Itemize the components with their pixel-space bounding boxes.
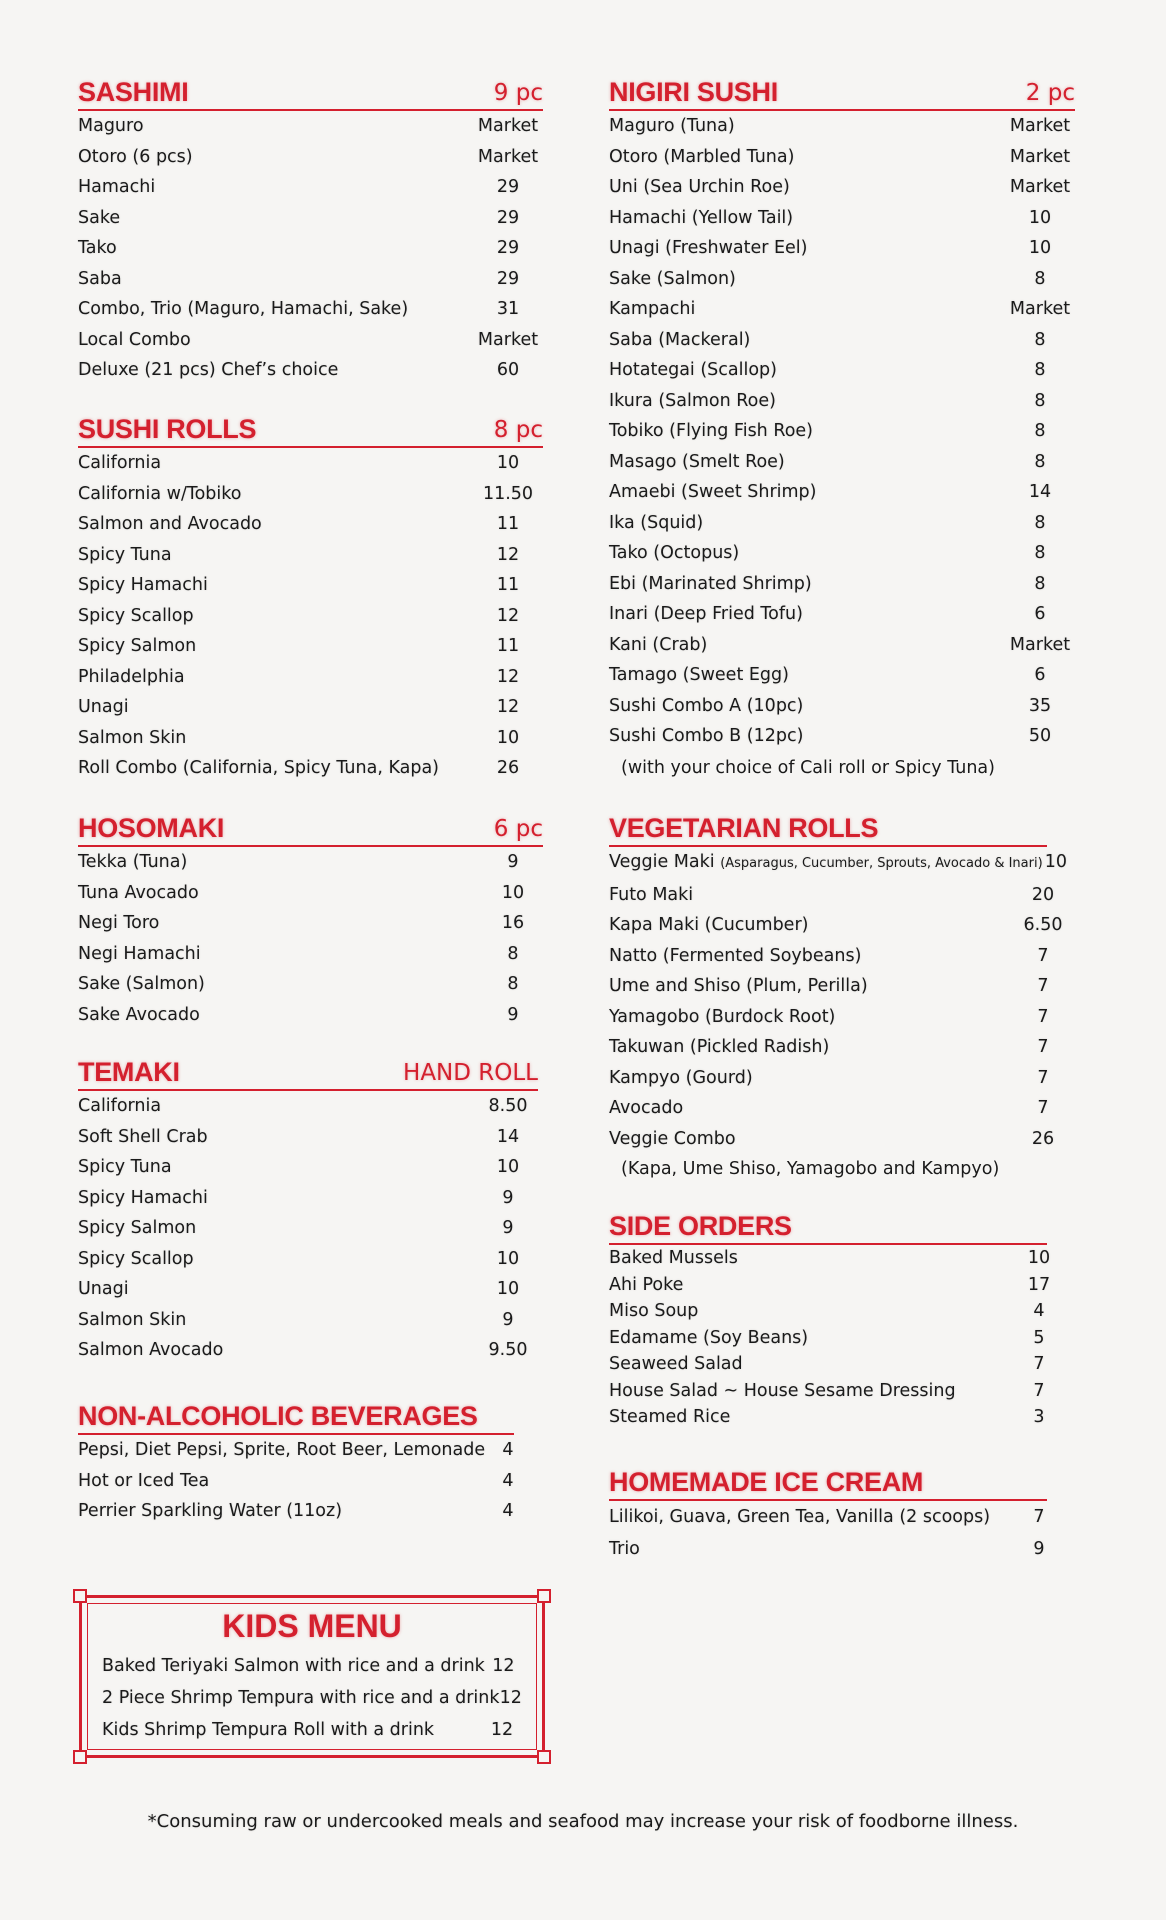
menu-item-price: Market (1009, 634, 1071, 655)
menu-item-price: Market (477, 116, 539, 136)
menu-item-name: Negi Hamachi (78, 943, 201, 964)
menu-item-name: Trio (609, 1539, 640, 1559)
menu-item (609, 910, 1069, 941)
menu-item-price: 7 (1037, 976, 1049, 996)
menu-item-name: Uni (Sea Urchin Roe) (609, 177, 790, 197)
menu-item-price: 10 (496, 1248, 520, 1269)
menu-list (78, 111, 543, 386)
menu-item-name: Spicy Hamachi (78, 575, 208, 595)
menu-item (609, 569, 1075, 600)
menu-item (78, 1000, 543, 1031)
menu-item-price: Market (477, 146, 539, 167)
menu-item (609, 386, 1075, 417)
menu-item-price: 11 (496, 575, 520, 595)
menu-item-name: California (78, 453, 162, 473)
menu-item-price: 9 (502, 1309, 514, 1330)
menu-item-name: Saba (Mackeral) (609, 329, 751, 350)
menu-item-name: Kampyo (Gourd) (609, 1067, 753, 1088)
menu-item-price: 8 (1034, 390, 1046, 411)
menu-item-price: 7 (1037, 1037, 1049, 1057)
sushi-rolls-header (78, 411, 543, 448)
menu-item-price: 8 (1034, 360, 1046, 380)
menu-item-name: Soft Shell Crab (78, 1126, 208, 1147)
kids-menu-box (79, 1595, 545, 1758)
menu-item-price: 10 (496, 453, 520, 473)
menu-item-price: 35 (1028, 695, 1052, 716)
menu-item-name: Spicy Tuna (78, 544, 172, 565)
menu-item-name: California w/Tobiko (78, 483, 242, 504)
menu-item-price: 10 (496, 1157, 520, 1177)
menu-item-name: 2 Piece Shrimp Tempura with rice and a drink (102, 1688, 500, 1708)
menu-item-name: Roll Combo (California, Spicy Tuna, Kapa) (78, 758, 440, 778)
menu-item-name: Unagi (78, 697, 129, 717)
menu-item (609, 1404, 1059, 1431)
menu-item-name: Tako (78, 238, 117, 258)
menu-item (102, 1714, 522, 1746)
menu-item-name: Combo, Trio (Maguro, Hamachi, Sake) (78, 299, 409, 319)
menu-item (78, 723, 543, 754)
kids-menu-title: KIDS MENU (222, 1608, 402, 1644)
menu-item (609, 1002, 1069, 1033)
menu-item-price: 5 (1033, 1327, 1045, 1348)
menu-item-name: Perrier Sparkling Water (11oz) (78, 1501, 343, 1521)
menu-item (102, 1650, 522, 1682)
temaki-section (78, 1054, 538, 1366)
menu-item-price: 9 (502, 1187, 514, 1208)
menu-item-price: 7 (1037, 945, 1049, 966)
menu-item-name: Hotategai (Scallop) (609, 360, 777, 380)
menu-item-name: Otoro (Marbled Tuna) (609, 146, 795, 167)
menu-list (78, 448, 543, 784)
disclaimer: *Consuming raw or undercooked meals and seafood may increase your risk of foodborne illness. (147, 1811, 1019, 1832)
menu-item-price: Market (477, 329, 539, 350)
menu-item (78, 1305, 538, 1336)
side-orders-header (609, 1208, 1047, 1245)
menu-item (609, 1272, 1059, 1299)
menu-item (78, 142, 543, 173)
menu-item-price: 12 (496, 666, 520, 687)
menu-item (78, 1091, 538, 1122)
menu-item (609, 447, 1075, 478)
menu-item (78, 509, 543, 540)
menu-item (78, 172, 543, 203)
menu-item (609, 1032, 1069, 1063)
menu-item-name: Spicy Scallop (78, 1248, 194, 1269)
menu-item (609, 1124, 1069, 1155)
section-note: (Kapa, Ume Shiso, Yamagobo and Kampyo) (621, 1159, 1000, 1179)
menu-item-name: Maguro (Tuna) (609, 116, 735, 136)
menu-item (78, 203, 543, 234)
menu-item (609, 1378, 1059, 1405)
menu-item (78, 111, 543, 142)
menu-item-name: Pepsi, Diet Pepsi, Sprite, Root Beer, Lemonade (78, 1440, 486, 1460)
menu-item (78, 479, 543, 510)
menu-item-name: Salmon Avocado (78, 1340, 224, 1360)
menu-item-name: Ikura (Salmon Roe) (609, 390, 776, 411)
hosomaki-header (78, 810, 543, 847)
menu-item (78, 1435, 528, 1466)
menu-item-name: Unagi (78, 1279, 129, 1299)
menu-item (78, 1183, 538, 1214)
menu-item (609, 1093, 1069, 1124)
menu-item (78, 1466, 528, 1497)
menu-list (78, 1091, 538, 1366)
menu-item (78, 662, 543, 693)
menu-item-name: Lilikoi, Guava, Green Tea, Vanilla (2 scoops) (609, 1507, 991, 1527)
menu-item-price: 31 (496, 299, 520, 319)
item-name: Veggie Maki (609, 852, 715, 872)
menu-item-name: Ume and Shiso (Plum, Perilla) (609, 976, 868, 996)
menu-item (78, 692, 543, 723)
menu-item-name (609, 847, 1043, 880)
menu-item (609, 1325, 1059, 1352)
menu-item-price: 7 (1033, 1380, 1045, 1401)
menu-item (609, 599, 1075, 630)
section-portion: 2 pc (1025, 80, 1075, 106)
section-title: SASHIMI (78, 77, 189, 107)
menu-item-name: Spicy Scallop (78, 605, 194, 626)
menu-item-price: 9.50 (488, 1340, 528, 1360)
vegetarian-header (609, 810, 1047, 847)
menu-item (78, 631, 543, 662)
menu-item-name: Sake (Salmon) (78, 974, 205, 994)
menu-item-name: Tamago (Sweet Egg) (609, 665, 789, 685)
menu-item (609, 941, 1069, 972)
menu-item-price: 17 (1027, 1274, 1051, 1295)
menu-item-price: 4 (502, 1470, 514, 1491)
menu-item-price: 7 (1033, 1354, 1045, 1374)
menu-item-price: 9 (507, 1004, 519, 1025)
menu-item-price: 8 (1034, 512, 1046, 533)
menu-item (609, 416, 1075, 447)
menu-item-price: 4 (502, 1440, 514, 1460)
menu-item-name: Sake (Salmon) (609, 268, 736, 289)
menu-item-name: Tekka (Tuna) (78, 852, 188, 872)
menu-item-price: 7 (1037, 1067, 1049, 1088)
menu-item-price: 11 (496, 514, 520, 534)
corner-ornament (537, 1589, 551, 1603)
menu-item-name: Hamachi (78, 177, 156, 197)
menu-item-price: 7 (1037, 1098, 1049, 1118)
menu-item (609, 508, 1075, 539)
menu-item-name: Masago (Smelt Roe) (609, 451, 785, 472)
menu-item-name: Ahi Poke (609, 1274, 684, 1295)
menu-item (609, 1501, 1059, 1533)
menu-item-price: 60 (496, 360, 520, 380)
menu-item-name: Steamed Rice (609, 1407, 731, 1427)
menu-item-name: Hamachi (Yellow Tail) (609, 207, 794, 228)
menu-item-price: 29 (496, 177, 520, 197)
menu-item-price: Market (1009, 116, 1071, 136)
menu-item-price: 8 (507, 974, 519, 994)
menu-item-name: Tako (Octopus) (609, 543, 740, 563)
menu-item-name: Philadelphia (78, 666, 185, 687)
menu-item (78, 939, 543, 970)
menu-item-price: 20 (1031, 884, 1055, 905)
menu-item (78, 753, 543, 784)
menu-item-price: 7 (1037, 1006, 1049, 1027)
menu-item-name: Sake Avocado (78, 1004, 200, 1025)
menu-item-price: 8 (1034, 421, 1046, 441)
menu-item-name: Sushi Combo B (12pc) (609, 726, 804, 746)
menu-item-name: Kani (Crab) (609, 634, 708, 655)
menu-item-price: 29 (496, 238, 520, 258)
menu-item-price: 6.50 (1023, 915, 1063, 935)
menu-item-price: 11 (496, 636, 520, 656)
menu-item-name: Inari (Deep Fried Tofu) (609, 604, 803, 624)
menu-list (78, 847, 543, 1030)
section-portion: HAND ROLL (403, 1060, 538, 1086)
menu-item-name: Futo Maki (609, 884, 694, 905)
menu-item (609, 111, 1075, 142)
menu-item (78, 355, 543, 386)
corner-ornament (73, 1750, 87, 1764)
menu-item (78, 448, 543, 479)
menu-item (78, 1244, 538, 1275)
menu-item-price: 12 (492, 1656, 515, 1676)
menu-item-price: 12 (496, 697, 520, 717)
menu-item-price: 11.50 (482, 483, 534, 504)
menu-item-price: Market (1009, 299, 1071, 319)
beverages-section (78, 1398, 528, 1527)
menu-item-name: Avocado (609, 1098, 684, 1118)
nigiri-header (609, 74, 1075, 111)
menu-item (78, 847, 543, 878)
section-title: TEMAKI (78, 1057, 180, 1087)
menu-item-price: 26 (496, 758, 520, 778)
menu-item-price: 8 (1034, 451, 1046, 472)
menu-item-price: 8 (1034, 573, 1046, 594)
section-portion: 9 pc (493, 80, 543, 106)
menu-item-name: Salmon Skin (78, 1309, 187, 1330)
section-title: HOMEMADE ICE CREAM (609, 1467, 924, 1497)
section-portion: 8 pc (493, 417, 543, 443)
menu-item (78, 264, 543, 295)
hosomaki-section (78, 810, 543, 1030)
menu-item-name: Miso Soup (609, 1301, 699, 1321)
menu-item-price: 14 (496, 1126, 520, 1147)
menu-item (609, 264, 1075, 295)
menu-item-name: Veggie Combo (609, 1128, 736, 1149)
menu-item (78, 294, 543, 325)
menu-item-name: Salmon and Avocado (78, 514, 262, 534)
corner-ornament (537, 1750, 551, 1764)
menu-item-name: Ika (Squid) (609, 512, 704, 533)
menu-item (609, 355, 1075, 386)
menu-item-name: Saba (78, 268, 122, 289)
menu-item-name: Maguro (78, 116, 144, 136)
menu-item-name: Spicy Hamachi (78, 1187, 208, 1208)
vegetarian-section (609, 810, 1069, 1185)
menu-item (78, 540, 543, 571)
sashimi-header (78, 74, 543, 111)
menu-item (78, 908, 543, 939)
menu-list (78, 1435, 528, 1527)
menu-item-name: Otoro (6 pcs) (78, 146, 193, 167)
menu-item-price: Market (1009, 146, 1071, 167)
menu-item (78, 233, 543, 264)
menu-list (102, 1650, 522, 1746)
menu-item-price: 10 (496, 1279, 520, 1299)
menu-item-price: 10 (1028, 238, 1052, 258)
menu-item-name: Deluxe (21 pcs) Chef’s choice (78, 360, 339, 380)
section-title: NIGIRI SUSHI (609, 77, 778, 107)
menu-item-price: 4 (1033, 1301, 1045, 1321)
menu-item-price: 10 (1044, 852, 1067, 872)
menu-item-price: 8 (507, 943, 519, 964)
menu-item-price: 26 (1031, 1128, 1055, 1149)
menu-item-name: Sake (78, 207, 121, 228)
menu-item-price: 10 (501, 882, 525, 903)
menu-item (78, 1122, 538, 1153)
menu-item-name: Yamagobo (Burdock Root) (609, 1006, 836, 1027)
menu-item (609, 1298, 1059, 1325)
menu-item-name: Tobiko (Flying Fish Roe) (609, 421, 814, 441)
menu-item-price: 10 (1028, 207, 1052, 228)
menu-item (609, 477, 1075, 508)
menu-item (609, 691, 1075, 722)
menu-item (78, 1274, 538, 1305)
menu-item (609, 142, 1075, 173)
menu-item (609, 971, 1069, 1002)
menu-item-price: 8.50 (488, 1096, 528, 1116)
section-title: SUSHI ROLLS (78, 414, 257, 444)
menu-list (609, 1245, 1059, 1431)
menu-item-name: Seaweed Salad (609, 1354, 743, 1374)
menu-item-price: 10 (1027, 1248, 1051, 1268)
menu-item-price: 50 (1028, 726, 1052, 746)
menu-item (609, 880, 1069, 911)
menu-list (609, 1501, 1059, 1565)
menu-item-price: 12 (496, 605, 520, 626)
menu-item-name: Spicy Salmon (78, 636, 197, 656)
menu-item (78, 1152, 538, 1183)
menu-item (609, 538, 1075, 569)
section-title: SIDE ORDERS (609, 1211, 792, 1241)
menu-item-name: California (78, 1096, 162, 1116)
menu-item (609, 1351, 1059, 1378)
menu-item-name: Edamame (Soy Beans) (609, 1327, 809, 1348)
menu-item-name: Natto (Fermented Soybeans) (609, 945, 862, 966)
menu-item-name: Kids Shrimp Tempura Roll with a drink (102, 1720, 435, 1740)
menu-item (609, 1063, 1069, 1094)
menu-item-price: 12 (499, 1688, 522, 1708)
ice-cream-section (609, 1464, 1059, 1565)
temaki-header (78, 1054, 538, 1091)
side-orders-section (609, 1208, 1059, 1431)
menu-item (609, 1533, 1059, 1565)
menu-item (78, 1496, 528, 1527)
menu-item (609, 1245, 1059, 1272)
menu-list (609, 880, 1069, 1155)
menu-item-name: Baked Mussels (609, 1248, 738, 1268)
menu-item-name: Spicy Salmon (78, 1218, 197, 1238)
menu-item (609, 660, 1075, 691)
menu-list (609, 111, 1075, 752)
menu-item (78, 570, 543, 601)
menu-item (609, 721, 1075, 752)
menu-item (78, 1335, 538, 1366)
beverages-header (78, 1398, 514, 1435)
corner-ornament (73, 1589, 87, 1603)
menu-item-price: 10 (496, 727, 520, 748)
sashimi-section (78, 74, 543, 386)
menu-item (78, 969, 543, 1000)
menu-item (78, 878, 543, 909)
menu-item (609, 203, 1075, 234)
menu-item-name: Local Combo (78, 329, 191, 350)
menu-item-price: 3 (1033, 1407, 1045, 1427)
menu-item (609, 294, 1075, 325)
menu-item (609, 630, 1075, 661)
menu-item-price: 9 (507, 852, 519, 872)
menu-item-name: Takuwan (Pickled Radish) (609, 1037, 830, 1057)
menu-item-name: Hot or Iced Tea (78, 1470, 210, 1491)
ice-cream-header (609, 1464, 1047, 1501)
menu-item-name: Sushi Combo A (10pc) (609, 695, 804, 716)
menu-item-price: 12 (496, 544, 520, 565)
menu-item-price: 8 (1034, 329, 1046, 350)
menu-item-price: 29 (496, 207, 520, 228)
menu-item-name: Unagi (Freshwater Eel) (609, 238, 808, 258)
section-note: (with your choice of Cali roll or Spicy Tuna) (621, 757, 995, 778)
menu-item-price: 6 (1034, 665, 1046, 685)
section-portion: 6 pc (493, 816, 543, 842)
menu-item-name: Amaebi (Sweet Shrimp) (609, 482, 817, 502)
menu-item-price: 7 (1033, 1507, 1045, 1527)
section-title: NON-ALCOHOLIC BEVERAGES (78, 1401, 478, 1431)
menu-item-name: Kapa Maki (Cucumber) (609, 915, 809, 935)
item-detail: (Asparagus, Cucumber, Sprouts, Avocado & Inari) (720, 856, 1043, 871)
menu-item-name: House Salad ~ House Sesame Dressing (609, 1380, 956, 1401)
menu-item (102, 1682, 522, 1714)
menu-item-price: Market (1009, 177, 1071, 197)
menu-item-name: Kampachi (609, 299, 696, 319)
menu-item-price: 29 (496, 268, 520, 289)
menu-item-price: 16 (501, 913, 525, 933)
menu-item-name: Salmon Skin (78, 727, 187, 748)
menu-item-price: 8 (1034, 268, 1046, 289)
menu-item-name: Tuna Avocado (78, 882, 199, 903)
menu-item (609, 325, 1075, 356)
menu-item (609, 847, 1069, 880)
nigiri-section (609, 74, 1075, 785)
menu-item-name: Spicy Tuna (78, 1157, 172, 1177)
menu-item-price: 14 (1028, 482, 1052, 502)
menu-item-price: 8 (1034, 543, 1046, 563)
section-title: VEGETARIAN ROLLS (609, 813, 879, 843)
section-title: HOSOMAKI (78, 813, 225, 843)
menu-item (78, 325, 543, 356)
menu-item-price: 9 (502, 1218, 514, 1238)
menu-item (609, 172, 1075, 203)
menu-item-name: Ebi (Marinated Shrimp) (609, 573, 812, 594)
menu-item-name: Negi Toro (78, 913, 160, 933)
menu-item-price: 6 (1034, 604, 1046, 624)
menu-item-price: 4 (502, 1501, 514, 1521)
menu-item (609, 233, 1075, 264)
menu-item-price: 9 (1033, 1539, 1045, 1559)
sushi-rolls-section (78, 411, 543, 784)
menu-item (78, 601, 543, 632)
menu-item-price: 12 (490, 1720, 514, 1740)
menu-item (78, 1213, 538, 1244)
menu-item-name: Baked Teriyaki Salmon with rice and a drink (102, 1656, 485, 1676)
